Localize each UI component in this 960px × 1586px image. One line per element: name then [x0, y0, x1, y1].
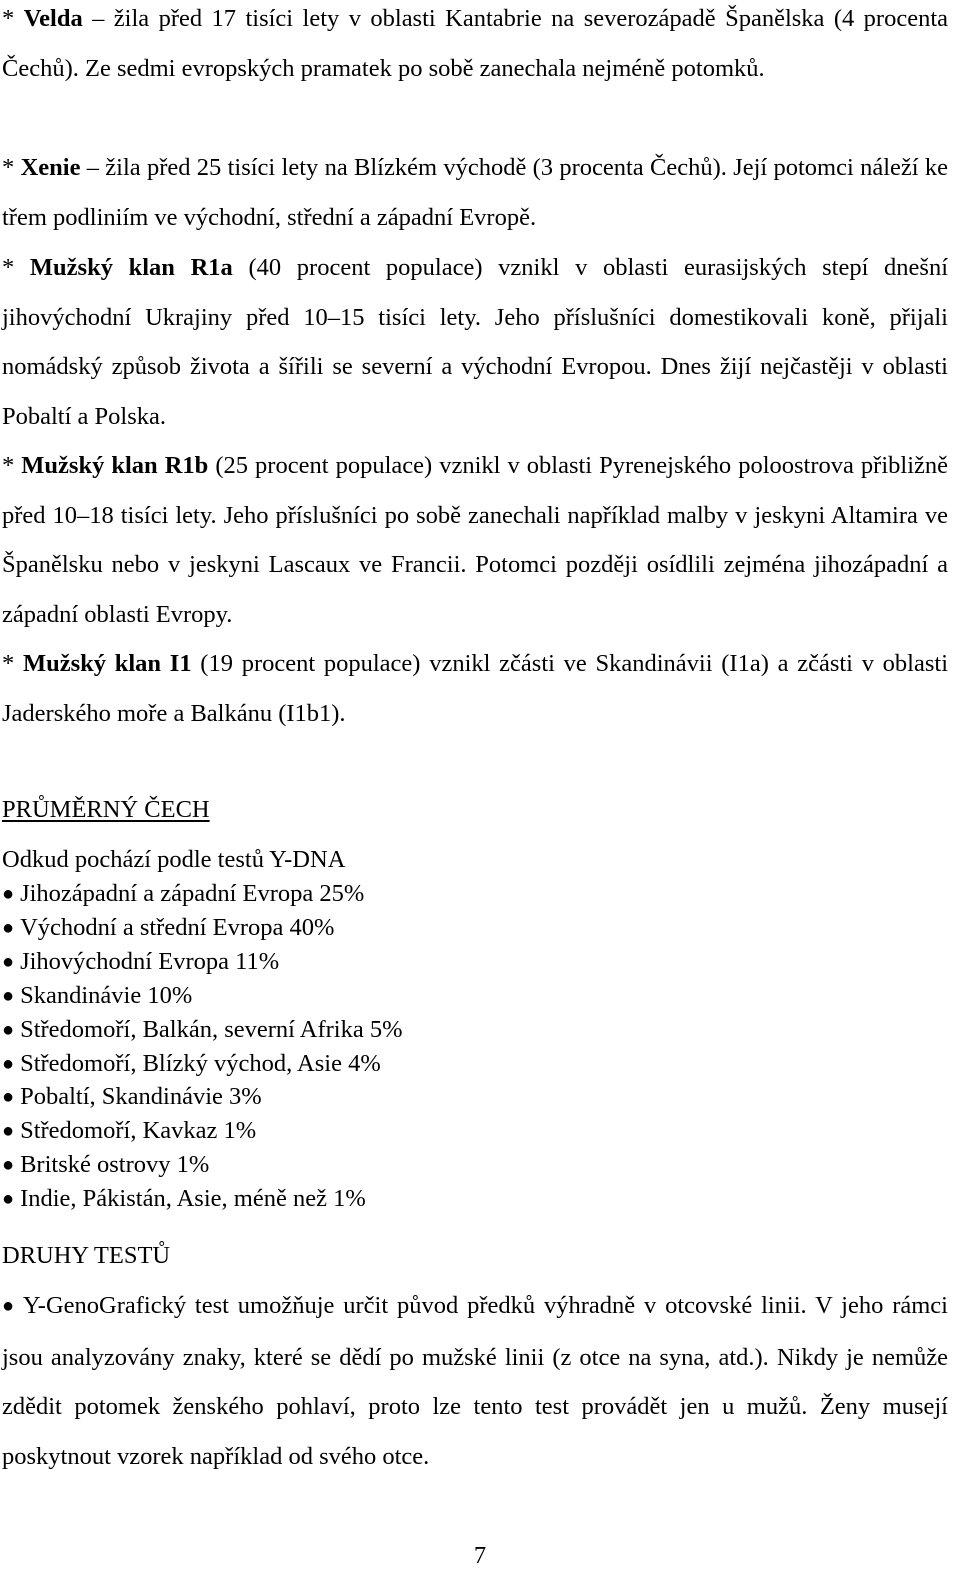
bullet-icon: ● [2, 1188, 15, 1211]
list-item: ● Středomoří, Kavkaz 1% [2, 1117, 257, 1145]
paragraph-prefix: * [2, 650, 23, 677]
paragraph-text: – žila před 25 tisíci lety na Blízkém východě (3 procenta Čechů). Její potomci náleží ke třem podliniím ve východní, střední a západní Evropě. [2, 154, 949, 231]
paragraph-lead-term: Xenie [20, 154, 81, 181]
bullet-icon: ● [2, 1295, 17, 1317]
paragraph-xenie [2, 143, 948, 242]
paragraph-i1 [2, 639, 948, 738]
section-heading-tests: DRUHY TESTŮ [2, 1242, 171, 1269]
bullet-icon: ● [2, 1018, 15, 1041]
paragraph-prefix: * [2, 5, 24, 32]
paragraph-prefix: * [2, 154, 21, 181]
bullet-icon: ● [2, 883, 15, 905]
list-item: ● Pobaltí, Skandinávie 3% [2, 1083, 262, 1111]
paragraph-text: (25 procent populace) vznikl v oblasti Pyrenejského poloostrova přibližně před 10–18 tisíci lety. Jeho příslušníci po sobě zanechali například malby v jeskyni Altamira ve Španělsku nebo v jeskyni Lascaux ve Francii. Potomci později osídlili zejména jihozápadní a západní oblasti Evropy. [2, 452, 948, 628]
paragraph-prefix: * [2, 254, 30, 281]
paragraph-tests [2, 1281, 948, 1481]
bullet-icon: ● [2, 1086, 15, 1109]
bullet-icon: ● [2, 950, 15, 973]
paragraph-lead-term: Velda [23, 5, 83, 32]
section-intro: Odkud pochází podle testů Y-DNA [2, 846, 346, 873]
list-item: ● Britské ostrovy 1% [2, 1151, 210, 1179]
page-number: 7 [473, 1542, 487, 1569]
list-item: ● Jihozápadní a západní Evropa 25% [2, 880, 365, 907]
list-item: ● Středomoří, Blízký východ, Asie 4% [2, 1049, 381, 1077]
paragraph-r1b [2, 441, 948, 639]
paragraph-lead-term: Mužský klan R1a [29, 254, 233, 281]
list-item: ● Skandinávie 10% [2, 981, 193, 1009]
paragraph-text: (19 procent populace) vznikl zčásti ve Skandinávii (I1a) a zčásti v oblasti Jaderského moře a Balkánu (I1b1). [2, 650, 949, 727]
list-item: ● Východní a střední Evropa 40% [2, 913, 335, 941]
bullet-icon: ● [2, 916, 15, 939]
bullet-icon: ● [2, 1154, 15, 1177]
paragraph-text: – žila před 17 tisíci lety v oblasti Kantabrie na severozápadě Španělska (4 procenta Čechů). Ze sedmi evropských pramatek po sobě zanechala nejméně potomků. [2, 5, 949, 82]
paragraph-lead-term: Mužský klan R1b [21, 452, 209, 479]
paragraph-text: (40 procent populace) vznikl v oblasti eurasijských stepí dnešní jihovýchodní Ukrajiny před 10–15 tisíci lety. Jeho příslušníci domestikovali koně, přijali nomádský způsob života a šířili se severní a východní Evropou. Dnes žijí nejčastěji v oblasti Pobaltí a Polska. [2, 254, 949, 430]
list-item: ● Jihovýchodní Evropa 11% [2, 947, 280, 975]
bullet-icon: ● [2, 1120, 15, 1143]
paragraph-velda [2, 0, 948, 93]
paragraph-prefix: * [2, 452, 22, 479]
origin-list [2, 878, 402, 1217]
section-heading-average: PRŮMĚRNÝ ČECH [2, 796, 210, 823]
list-item: ● Indie, Pákistán, Asie, méně než 1% [2, 1185, 366, 1213]
paragraph-text: Y-GenoGrafický test umožňuje určit původ předků výhradně v otcovské linii. V jeho rámci jsou analyzovány znaky, které se dědí po mužské linii (z otce na syna, atd.). Nikdy je nemůže zdědit potomek ženského pohlaví, proto lze tento test provádět jen u mužů. Ženy musejí poskytnout vzorek například od svého otce. [2, 1292, 948, 1470]
bullet-icon: ● [2, 984, 15, 1007]
paragraph-lead-term: Mužský klan I1 [22, 650, 192, 677]
bullet-icon: ● [2, 1052, 15, 1075]
list-item: ● Středomoří, Balkán, severní Afrika 5% [2, 1015, 403, 1043]
paragraph-r1a [2, 243, 948, 441]
